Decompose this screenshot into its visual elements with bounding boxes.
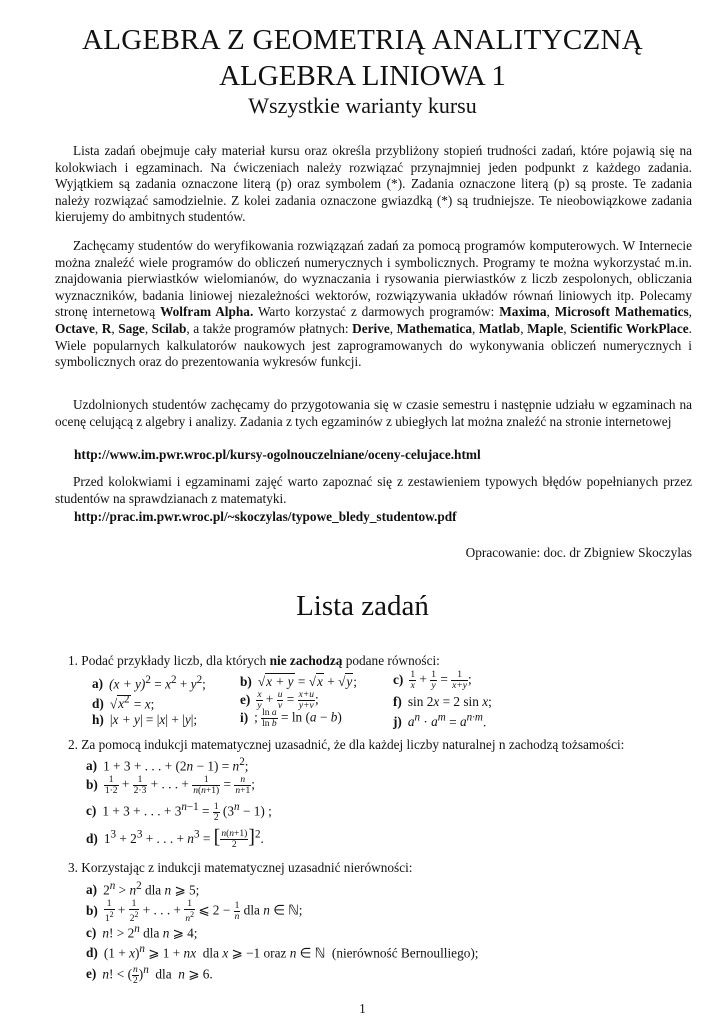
intro-paragraph-2 (55, 238, 692, 371)
problem-3b: b) $\frac{1}{1^2}$ + $\frac{1}{2^2}$ + . . . + $\frac{1}{n^2}$ ⩽ 2 − $\frac{1}{n}$ dla n ∈ ℕ; (86, 899, 303, 925)
program-name: Scilab (151, 320, 187, 336)
problem-3a: a) $2^n > n^2$ dla n ⩾ 5; (86, 880, 200, 898)
problem-1h: h) |x + y| = |x| + |y|; (92, 712, 198, 727)
intro-text-3: Uzdolnionych studentów zachęcamy do przygotowania się w czasie semestru i następnie udziału w egzaminach na ocenę celującą z algebry i analizy. Zadania z tych egzaminów z ubiegłych lat można znaleźć na stronie internetowej (55, 397, 692, 429)
course-subtitle: ALGEBRA LINIOWA 1 (219, 60, 506, 92)
typical-errors-link[interactable]: http://prac.im.pwr.wroc.pl/~skoczylas/typowe_bledy_studentow.pdf (74, 509, 457, 524)
program-name: Microsoft Mathematics (554, 304, 689, 320)
program-name: Mathematica (396, 320, 472, 336)
program-name: Maple (527, 320, 564, 336)
problem-3c: c) n! > $2^n$ dla n ⩾ 4; (86, 923, 198, 941)
problem-1a: a) $(x + y)^2 = x^2 + y^2$; (92, 674, 206, 692)
intro-paragraph-4 (55, 474, 692, 507)
problem-1-text-a: 1. Podać przykłady liczb, dla których (68, 653, 270, 668)
problem-1j: j) $a^n \cdot a^m = a^{n\cdot m}$. (393, 712, 487, 730)
intro-text-2b: Warto korzystać z darmowych programów: (253, 304, 500, 320)
problem-1i: i) ; $\frac{\text{ln a}}{\text{ln b}}$ = ln (a − b) (240, 708, 342, 729)
program-name: Sage (118, 320, 145, 336)
problem-2a: a) 1 + 3 + . . . + $(2n - 1) = n^2$; (86, 756, 249, 774)
problem-1e: e) $\frac{x}{y}$ + $\frac{u}{v}$ = $\frac{x+u}{y+v}$ ; (240, 690, 319, 711)
intro-paragraph-1 (55, 143, 692, 226)
program-name: Maxima (499, 304, 547, 320)
page-number: 1 (359, 1001, 366, 1016)
intro-text-1: Lista zadań obejmuje cały materiał kursu oraz określa przybliżony stopień trudności zadań, które pojawią się na kolokwiach i egzaminach. Na ćwiczeniach należy rozwiązać przynajmniej jeden podpunkt z każdego zadania. Wyjątkiem są zadania oznaczone literą (p) oraz symbolem (*). Zadania oznaczone literą (p) są proste. Te zadania należy rozwiązać samodzielnie. Z kolei zadania oznaczone gwiazdką (*) są trudniejsze. Te nieobowiązkowe zadania kierujemy do ambitnych studentów. (55, 143, 692, 225)
wolfram-alpha-label: Wolfram Alpha. (160, 304, 254, 320)
intro-paragraph-3 (55, 397, 692, 430)
problem-2c: c) 1 + 3 + . . . + $3^{n-1}$ = $\frac{1}{2}$ $(3^n - 1)$ ; (86, 801, 272, 823)
course-title: ALGEBRA Z GEOMETRIĄ ANALITYCZNĄ (81, 24, 644, 56)
problem-2-statement: 2. Za pomocą indukcji matematycznej uzasadnić, że dla każdej liczby naturalnej n zachodzą tożsamości: (68, 737, 625, 752)
problem-3-statement: 3. Korzystając z indukcji matematycznej uzasadnić nierówności: (68, 860, 413, 875)
problem-2b: b) $\frac{1}{1\cdot 2}$ + $\frac{1}{2\cdot 3}$ + . . . + $\frac{1}{n(n+1)}$ = $\frac{n}{n+1}$ ; (86, 775, 255, 796)
problem-1b: b) √x + y = √x + √y; (240, 674, 357, 689)
program-name: Derive (352, 320, 390, 336)
problem-1-text-b: podane równości: (342, 653, 440, 668)
program-name: Octave (55, 320, 95, 336)
intro-text-4: Przed kolokwiami i egzaminami zajęć warto zapoznać się z zestawieniem typowych błędów popełnianych przez studentów na sprawdzianach z matematyki. (55, 474, 692, 506)
course-variant: Wszystkie warianty kursu (248, 93, 477, 118)
problem-2d: d) $1^3 + 2^3$ + . . . + $n^3$ = [ $\frac{n(n+1)}{2}$ ]$^2$. (86, 826, 264, 851)
intro-text-2d: . Wiele popularnych kalkulatorów naukowych jest zaprogramowanych do wykonywania obliczeń numerycznych i symbolicznych oraz do prezentowania wykresów funkcji. (55, 320, 692, 370)
problem-1d: d) $√x^2 = x$; (92, 694, 155, 712)
problem-1f: f) sin 2x = 2 sin x; (393, 694, 492, 709)
program-name: Scientific WorkPlace (570, 320, 689, 336)
problem-1-statement (68, 653, 440, 669)
program-name: Matlab (478, 320, 521, 336)
celujace-link[interactable]: http://www.im.pwr.wroc.pl/kursy-ogolnouczelniane/oceny-celujace.html (74, 447, 481, 462)
problem-1-emphasis: nie zachodzą (269, 653, 343, 668)
intro-text-2a: Zachęcamy studentów do weryfikowania rozwiązązań zadań za pomocą programów komputerowych. W Internecie można znaleźć wiele programów do obliczeń numerycznych i symbolicznych. Programy te można wykorzystać m.in. znajdowania pierwiastków wielomianów, do wyznaczania i rysowania pierwiastków z liczb zespolonych, obliczania wyznaczników, badania liniowej niezależności wektorów, rozwiązywania układów równań liniowych itp. Polecamy stronę internetową (55, 238, 692, 320)
program-name: R (101, 320, 112, 336)
author-credit: Opracowanie: doc. dr Zbigniew Skoczylas (465, 545, 692, 560)
problem-1c: c) $\frac{1}{x}$ + $\frac{1}{y}$ = $\frac{1}{x+y}$ ; (393, 670, 472, 691)
problem-list-title: Lista zadań (296, 590, 429, 622)
intro-text-2: Zachęcamy studentów do weryfikowania rozwiązązań zadań za pomocą programów komputerowych. W Internecie można znaleźć wiele programów do obliczeń numerycznych i symbolicznych. Programy te można wykorzystać m.in. znajdowania pierwiastków wielomianów, do wyznaczania i rysowania pierwiastków z liczb zespolonych, obliczania wyznaczników, badania liniowej niezależności wektorów, rozwiązywania układów równań liniowych itp. Polecamy stronę internetową Wolfram Alpha. Warto korzystać z darmowych programów: Maxima, Microsoft Mathematics, Octave, R, Sage, Scilab, a także programów płatnych: Derive, Mathematica, Matlab, Maple, Scientific WorkPlace. Wiele popularnych kalkulatorów naukowych jest zaprogramowanych do wykonywania obliczeń numerycznych i symbolicznych oraz do prezentowania wykresów funkcji. (55, 238, 692, 370)
problem-3d: d) $(1 + x)^n$ ⩾ 1 + nx dla x ⩾ −1 oraz n ∈ ℕ (nierówność Bernoulliego); (86, 943, 479, 961)
problem-3e: e) n! < ( $\frac{n}{2}$ )$^n$ dla n ⩾ 6. (86, 964, 213, 986)
intro-text-2c: , a także programów płatnych: (186, 320, 353, 336)
